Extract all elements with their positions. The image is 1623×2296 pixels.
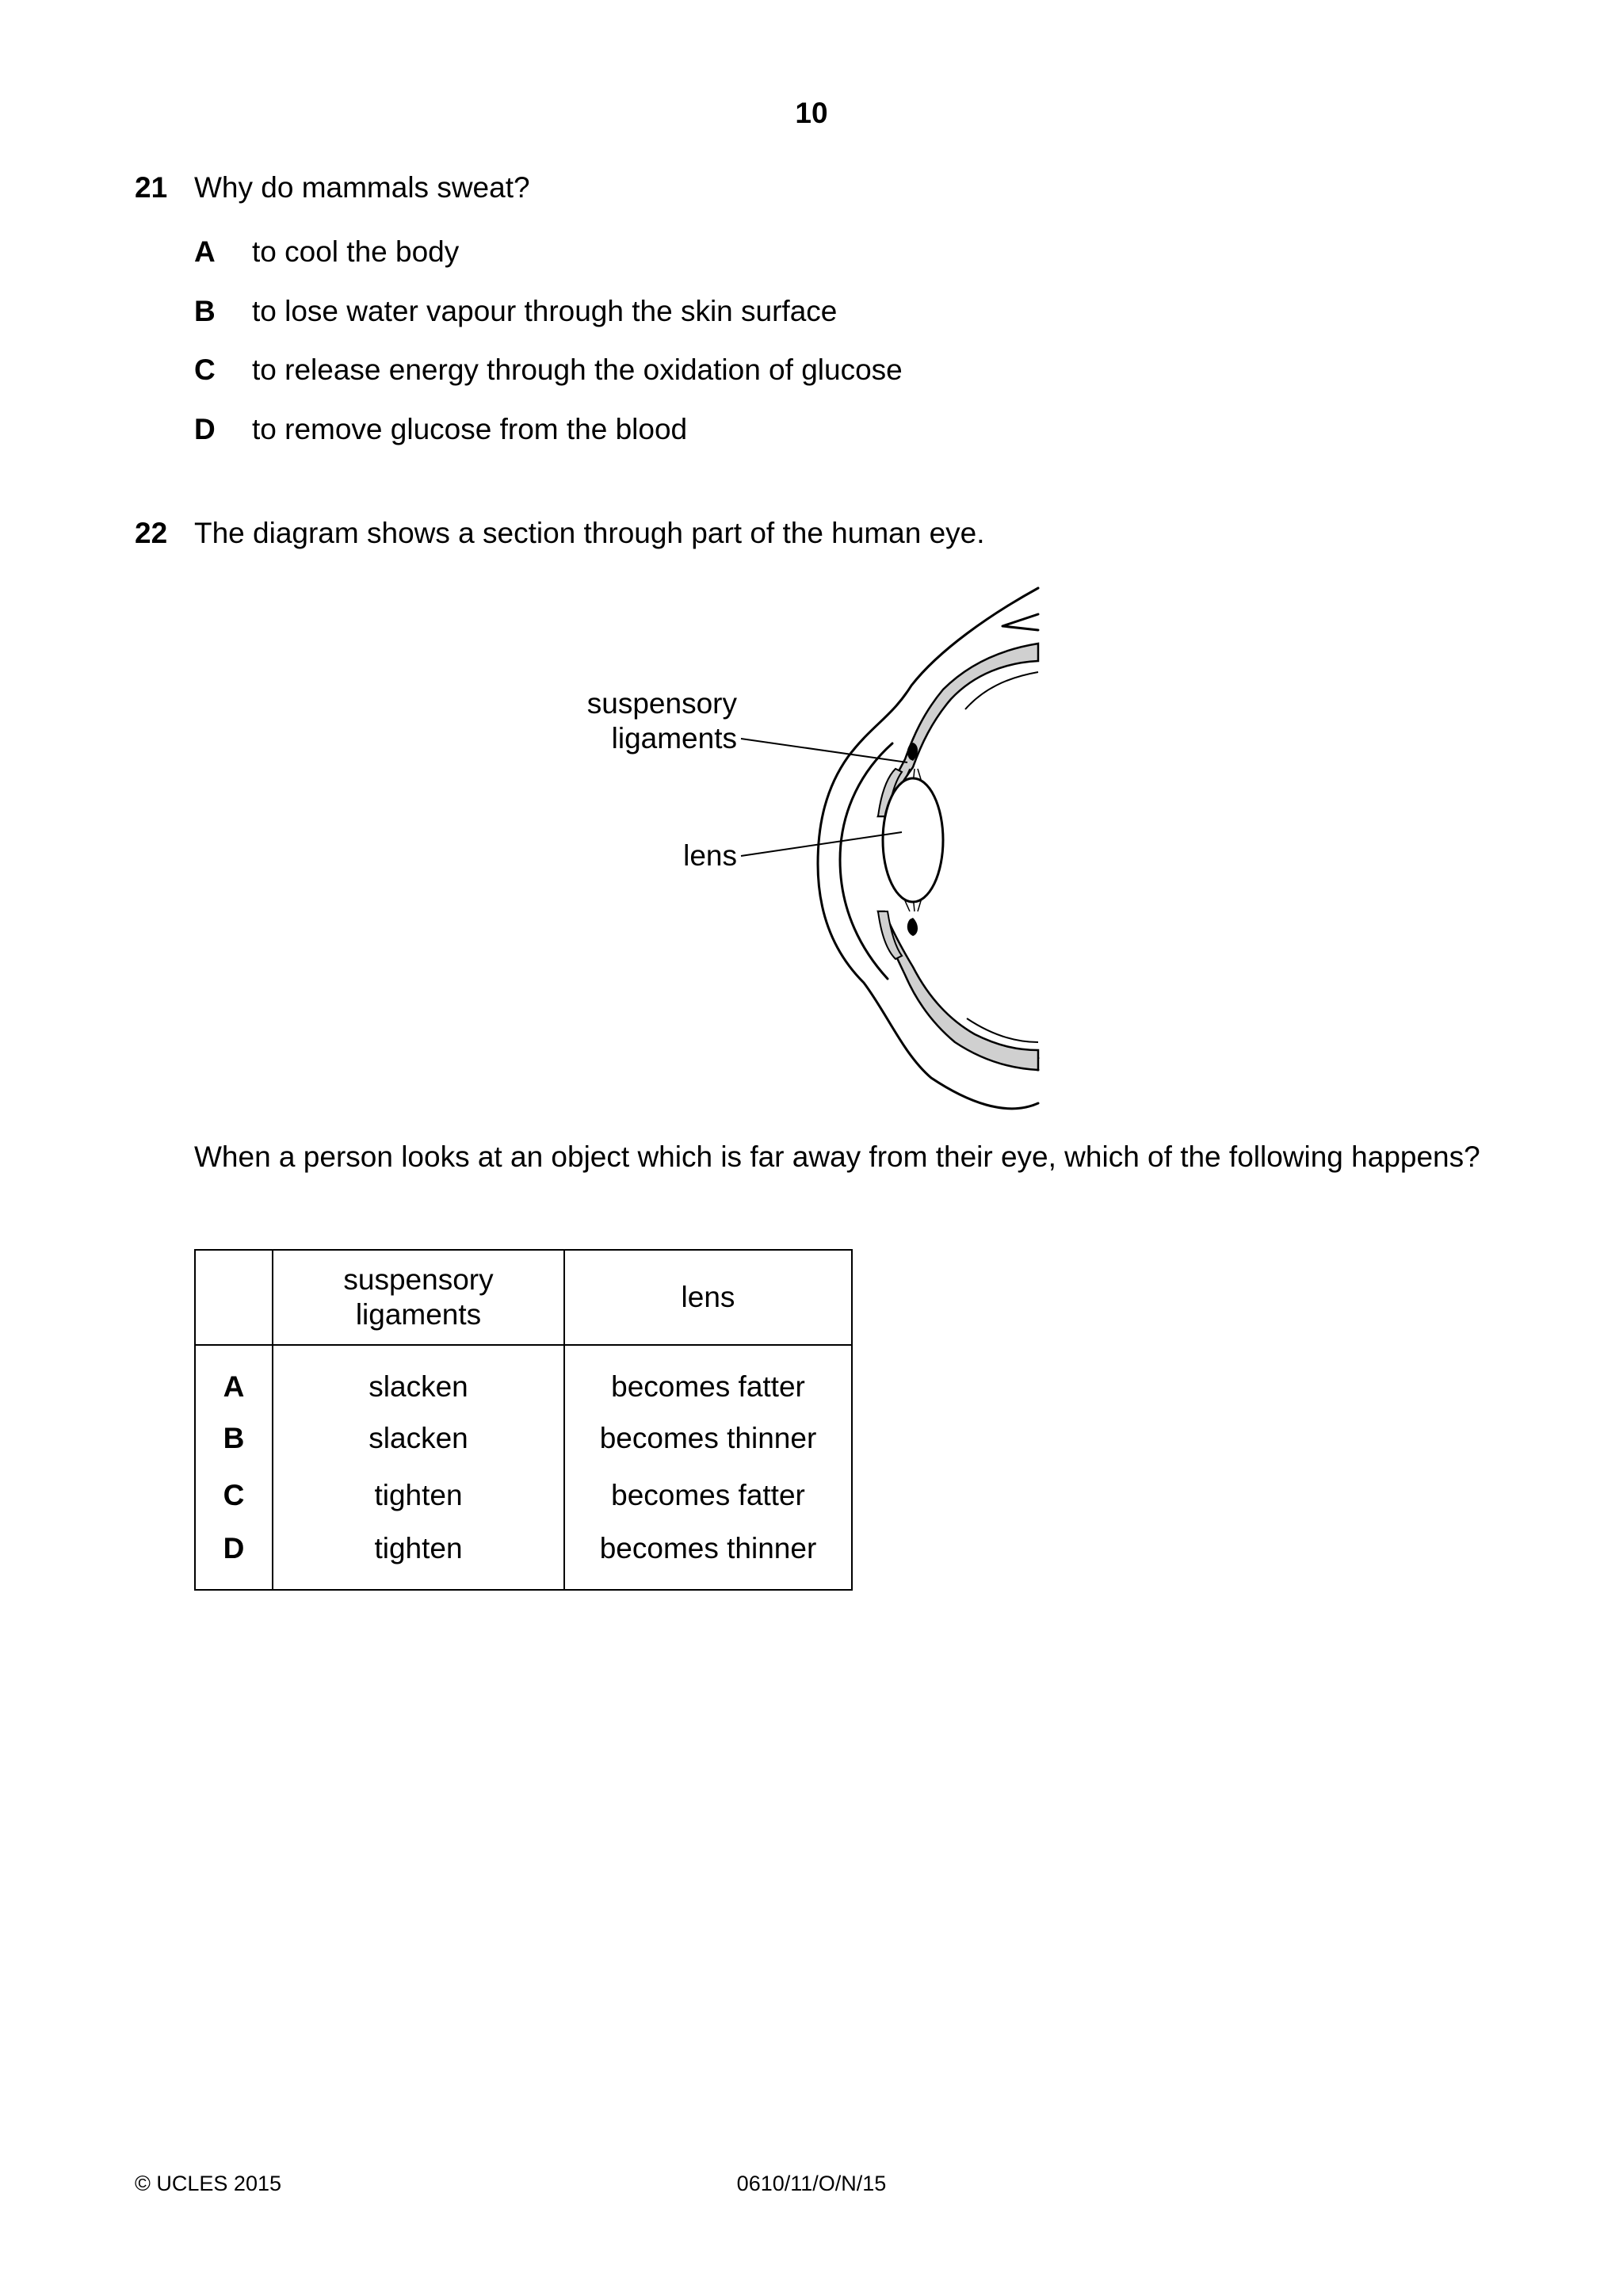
page-number: 10: [795, 97, 828, 129]
row-a-letter: A: [195, 1345, 273, 1410]
row-c-lens: becomes fatter: [564, 1467, 852, 1524]
row-d-lens: becomes thinner: [564, 1524, 852, 1590]
q21-option-a-text: to cool the body: [252, 235, 460, 268]
row-c-ligaments: tighten: [273, 1467, 564, 1524]
question-21-number: 21: [135, 171, 168, 204]
table-row: [195, 1467, 852, 1524]
lower-ciliary-body: [878, 911, 1038, 1070]
row-b-lens: becomes thinner: [564, 1410, 852, 1467]
q21-option-a-letter: A: [194, 235, 216, 268]
table-row: [195, 1524, 852, 1590]
question-22-text: The diagram shows a section through part of the human eye.: [194, 517, 985, 549]
q21-option-b-letter: B: [194, 295, 216, 327]
lens-leader-line: [741, 832, 902, 856]
diagram-label-suspensory: suspensory: [586, 687, 737, 720]
row-d-ligaments: tighten: [273, 1524, 564, 1590]
row-b-ligaments: slacken: [273, 1410, 564, 1467]
footer-code: 0610/11/O/N/15: [736, 2172, 887, 2195]
row-d-letter: D: [195, 1524, 273, 1590]
table-header-empty: [195, 1250, 273, 1345]
q21-option-d-letter: D: [194, 413, 216, 445]
q21-option-b-text: to lose water vapour through the skin surface: [252, 295, 838, 327]
q21-option-d-text: to remove glucose from the blood: [252, 413, 688, 445]
label-leader-lines: [737, 713, 943, 872]
diagram-label-lens: lens: [683, 839, 737, 872]
footer-copyright: © UCLES 2015: [135, 2172, 281, 2195]
question-21-text: Why do mammals sweat?: [194, 171, 530, 204]
row-a-ligaments: slacken: [273, 1345, 564, 1410]
row-b-letter: B: [195, 1410, 273, 1467]
suspensory-leader-line: [741, 739, 907, 762]
diagram-label-ligaments: ligaments: [611, 722, 737, 755]
table-row: [195, 1410, 852, 1467]
question-22-number: 22: [135, 517, 168, 549]
q21-option-c-letter: C: [194, 353, 216, 386]
table-header-row: [195, 1250, 852, 1345]
eye-top-spikes: [1002, 614, 1038, 630]
header-ligaments-line2: ligaments: [355, 1298, 482, 1331]
table-row: [195, 1345, 852, 1410]
answer-table: [194, 1249, 853, 1591]
row-a-lens: becomes fatter: [564, 1345, 852, 1410]
header-ligaments-line1: suspensory: [343, 1263, 494, 1296]
lower-iris: [878, 911, 902, 959]
q21-option-c-text: to release energy through the oxidation of glucose: [252, 353, 903, 386]
table-header-ligaments: [273, 1250, 564, 1345]
question-22-prompt: When a person looks at an object which is far away from their eye, which of the following happens?: [194, 1140, 1480, 1173]
lower-ligament-knob: [907, 918, 918, 936]
table-header-lens: lens: [564, 1250, 852, 1345]
row-c-letter: C: [195, 1467, 273, 1524]
